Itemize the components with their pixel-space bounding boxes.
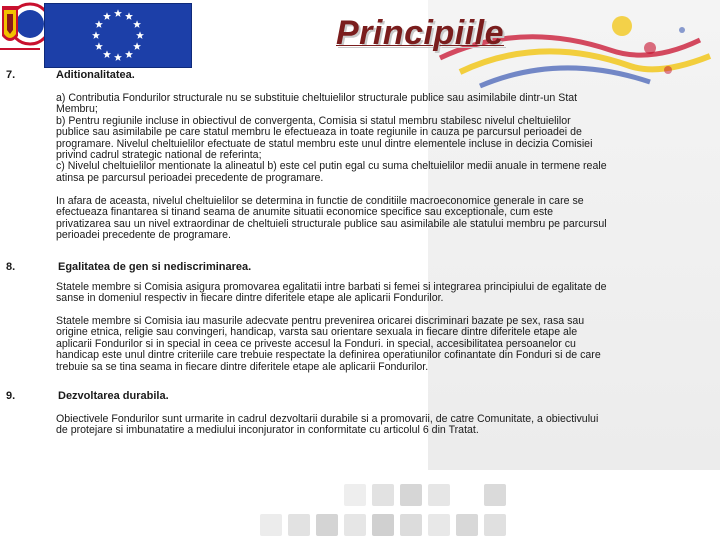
decorative-tile	[316, 514, 338, 536]
decorative-tile	[344, 484, 366, 506]
page-title: Principiile	[336, 14, 504, 52]
decorative-tile	[484, 484, 506, 506]
section-paragraph: Obiectivele Fondurilor sunt urmarite in cadrul dezvoltarii durabile si a promovarii, de catre Comunitate, a obiectivului de protejare si imbunatatire a mediului inconjurator in conformitate cu articolul 6 din Tratat.	[56, 413, 599, 437]
decorative-tile	[372, 484, 394, 506]
section-paragraph: Statele membre si Comisia iau masurile adecvate pentru prevenirea oricarei discriminari bazate pe sex, rasa sau origine etnica, religie sau convingeri, handicap, varsta sau orientare sexuala in fiecare dintre diferitele etape ale aplicarii Fondurilor si in special in ceea ce priveste accesul la Fonduri. in special, accesibilitatea persoanelor cu handicap este unul dintre criteriile care trebuie respectate la definirea operatiunilor cofinantate din Fonduri si de care trebuie sa se tina seama in fiecare dintre diferitele etape ale aplicarii Fondurilor.	[56, 315, 601, 373]
romania-coat-of-arms-logo	[0, 2, 44, 64]
decorative-tile	[260, 514, 282, 536]
decorative-tile	[484, 514, 506, 536]
decorative-tile	[344, 514, 366, 536]
section-heading: Aditionalitatea.	[56, 69, 135, 81]
decorative-tile	[428, 484, 450, 506]
section-number: 7.	[6, 69, 16, 81]
decorative-tile	[400, 484, 422, 506]
decorative-tile	[288, 514, 310, 536]
section-heading: Dezvoltarea durabila.	[58, 390, 169, 402]
section-paragraph: a) Contributia Fondurilor structurale nu se substituie cheltuielilor structurale publice sau asimilabile dintr-un Stat Membru; b) Pentru regiunile incluse in obiectivul de convergenta, Comisia si statul membru stabilesc nivelul cheltuielilor publice sau asimilabile pe care statul membru le efectueaza in toate regiunile in cauza pe parcursul perioadei de programare. Nivelul cheltuielilor efectuate de statul membru este unul dintre elementele incluse in decizia Comisiei privind cadrul strategic national de referinta; c) Nivelul cheltuielilor mentionate la alineatul b) este cel putin egal cu suma cheltuielilor medii anuale in termene reale atinsa pe parcursul perioadei precedente de programare.	[56, 92, 607, 184]
decorative-tile	[428, 514, 450, 536]
section-paragraph: Statele membre si Comisia asigura promovarea egalitatii intre barbati si femei si integrarea principiului de egalitate de sanse in domeniul respectiv in fiecare dintre diferitele etape ale aplicarii Fondurilor.	[56, 281, 607, 305]
section-number: 8.	[6, 261, 16, 273]
section-heading: Egalitatea de gen si nediscriminarea.	[58, 261, 252, 273]
decorative-tile	[456, 514, 478, 536]
section-number: 9.	[6, 390, 16, 402]
section-paragraph: In afara de aceasta, nivelul cheltuielilor se determina in functie de conditiile macroeconomice generale in care se efectueaza finantarea si tinand seama de anumite situatii economice specifice sau exceptionale, cum este privatizarea sau un nivel extraordinar de cheltuieli structurale publice sau asimilabile ale statului membru pe parcursul perioadei precedente de programare.	[56, 195, 607, 242]
eu-flag-logo	[44, 3, 192, 68]
decorative-tile	[372, 514, 394, 536]
decorative-tile	[400, 514, 422, 536]
